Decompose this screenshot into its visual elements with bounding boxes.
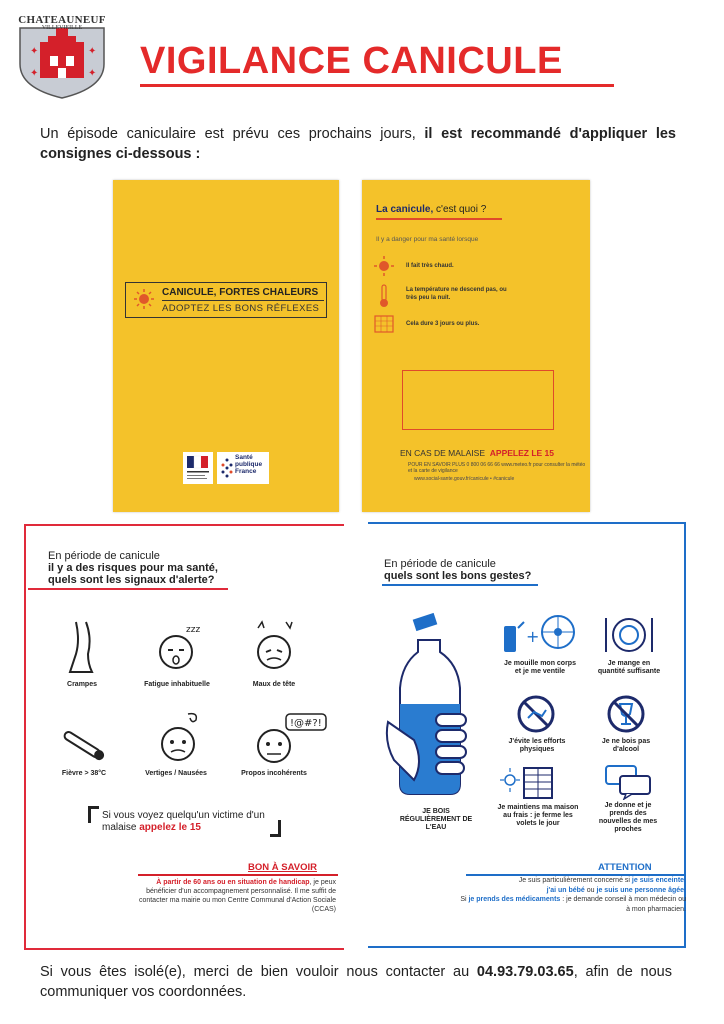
svg-text:✦: ✦ (88, 46, 97, 57)
page-title: VIGILANCE CANICULE (140, 40, 563, 82)
dizzy-face-icon (156, 708, 204, 766)
tired-face-icon (154, 622, 204, 676)
left-heading-underline (28, 588, 228, 590)
alert-message: Si vous voyez quelqu'un victime d'un malaise appelez le 15 (102, 810, 265, 833)
sun-icon (134, 289, 154, 309)
contact-paragraph: Si vous êtes isolé(e), merci de bien vouloir nous contacter au 04.93.79.03.65, afin de nous communiquer vos coordonnées. (40, 964, 672, 1000)
back-item: Cela dure 3 jours ou plus. (406, 321, 480, 327)
svg-text:✦: ✦ (30, 46, 39, 57)
back-title: La canicule, c'est quoi ? (376, 204, 487, 215)
back-footer-info: POUR EN SAVOIR PLUS 0 800 06 66 66 www.meteo.fr pour consulter la météo et la carte de vigilance (408, 462, 586, 474)
quote-bracket-left (88, 806, 99, 823)
emergency-line: EN CAS DE MALAISE APPELEZ LE 15 (400, 448, 555, 458)
back-intro: Il y a danger pour ma santé lorsque (376, 236, 479, 243)
gesture-label: Je mange en quantité suffisante (597, 660, 661, 675)
sun-shutter-icon (500, 766, 556, 800)
thermometer-icon (56, 724, 110, 766)
good-to-know-underline (138, 874, 338, 876)
sign-label: Propos incohérents (241, 770, 307, 777)
sign-label: Vertiges / Nausées (145, 770, 207, 777)
sante-publique-text: Santé publique France (235, 454, 263, 475)
back-title-underline (376, 218, 502, 220)
water-bottle-icon (384, 612, 480, 800)
svg-text:+: + (526, 627, 540, 646)
sign-label: Fatigue inhabituelle (144, 681, 210, 688)
sign-label: Crampes (67, 681, 97, 688)
gesture-label: Je mouille mon corps et je me ventile (504, 660, 576, 675)
plate-meal-icon (602, 614, 656, 656)
no-alcohol-icon (606, 694, 646, 734)
thermometer-icon (378, 284, 390, 308)
address-frame (402, 370, 554, 430)
left-panel-heading: En période de canicule il y a des risques pour ma santé, quels sont les signaux d'alerte? (48, 550, 218, 586)
title-underline (140, 84, 614, 87)
cover-title: CANICULE, FORTES CHALEURS (162, 287, 319, 298)
back-item: Il fait très chaud. (406, 263, 454, 269)
leg-cramp-icon (66, 620, 100, 676)
back-footer-link: www.social-sante.gouv.fr/canicule • #canicule (414, 476, 515, 482)
cover-subtitle: ADOPTEZ LES BONS RÉFLEXES (162, 303, 320, 314)
dots-icon (220, 458, 234, 478)
republique-logo-icon (183, 452, 213, 484)
sign-label: Fièvre > 38°C (61, 770, 107, 777)
gesture-label: J'évite les efforts physiques (508, 738, 566, 753)
right-panel-heading: En période de canicule quels sont les bons gestes? (384, 558, 532, 582)
back-item: La température ne descend pas, ou très peu la nuit. (406, 287, 507, 301)
spray-fan-icon (500, 612, 580, 656)
svg-text:✦: ✦ (30, 68, 39, 79)
confused-speech-icon (254, 712, 328, 766)
crest-town-subname: VILLEVIEILLE (41, 25, 83, 31)
headache-face-icon (252, 618, 296, 676)
cover-divider (162, 300, 324, 301)
sun-icon (374, 256, 394, 276)
crest-town-name: CHATEAUNEUF (18, 14, 106, 26)
svg-text:zzz: zzz (186, 625, 201, 635)
gesture-label: Je maintiens ma maison au frais : je ferme les volets le jour (497, 804, 579, 827)
calendar-icon (374, 314, 394, 334)
quote-bracket-right (270, 820, 281, 837)
gesture-label: Je ne bois pas d'alcool (601, 738, 651, 753)
contact-phone: 04.93.79.03.65 (476, 964, 574, 980)
cover-headline-box (125, 282, 327, 318)
good-to-know-text: À partir de 60 ans ou en situation de handicap, je peux bénéficier d'un accompagnement personnalisé. Il me suffit de contacter ma mairie ou mon Centre Communal d'Action Sociale (CCAS) (138, 879, 336, 913)
attention-title: ATTENTION (598, 862, 652, 873)
leaflet-cover (113, 180, 339, 512)
chat-bubbles-icon (604, 764, 652, 800)
intro-paragraph: Un épisode caniculaire est prévu ces prochains jours, il est recommandé d'appliquer les consignes ci-dessous : (40, 126, 676, 162)
attention-text: Je suis particulièrement concerné si je suis enceinte, j'ai un bébé ou je suis une personne âgée. Si je prends des médicaments : je demande conseil à mon médecin ou à mon pharmacien. (460, 877, 686, 913)
leaflet-back (362, 180, 590, 512)
sign-label: Maux de tête (252, 681, 296, 688)
gesture-label: Je donne et je prends des nouvelles de mes proches (598, 802, 658, 833)
bottle-label: JE BOIS RÉGULIÈREMENT DE L'EAU (399, 808, 473, 831)
svg-text:✦: ✦ (88, 68, 97, 79)
right-heading-underline (382, 584, 538, 586)
svg-text:!@#?!: !@#?! (290, 718, 322, 729)
no-running-icon (516, 694, 556, 734)
good-to-know-title: BON À SAVOIR (248, 862, 317, 873)
